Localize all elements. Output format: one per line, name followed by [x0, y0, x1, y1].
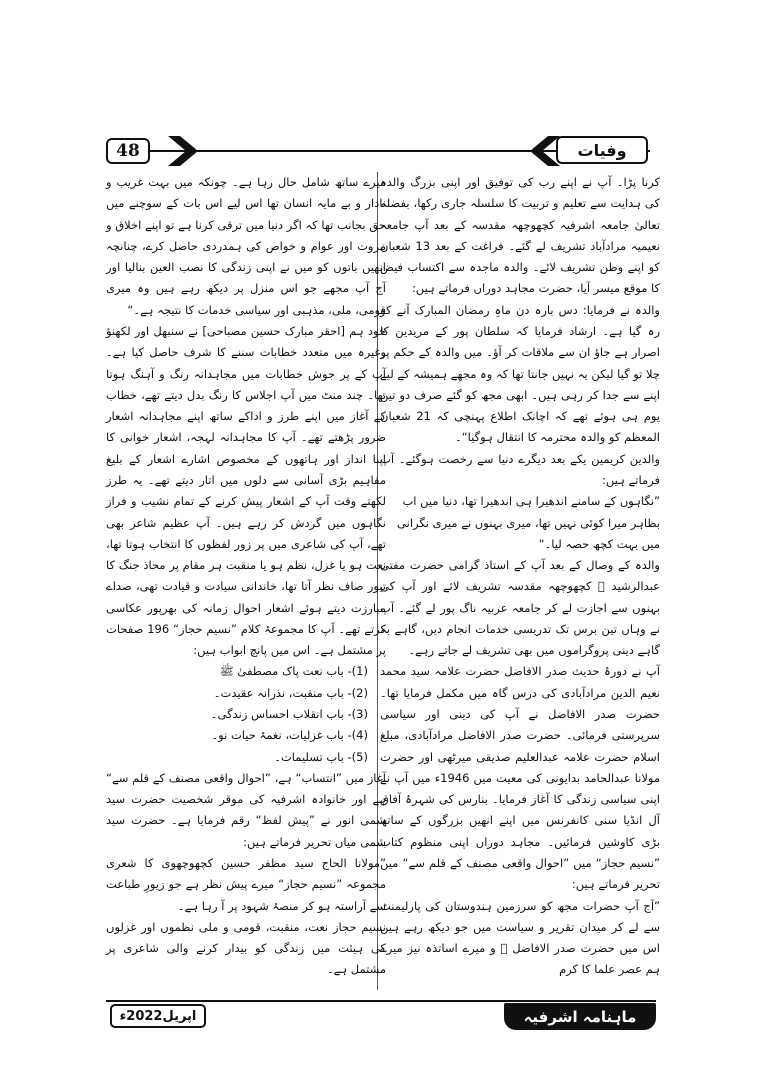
section-title: وفیات — [556, 136, 648, 164]
page-number: 48 — [106, 138, 150, 164]
paragraph: آپ نے دورۂ حدیث صدر الافاضل حضرت علامہ سید محمد نعیم الدین مرادآبادی کی درس گاہ میں مکمل فرمایا تھا۔ حضرت صدر الافاضل نے آپ کی دینی اور سیاسی سرپرستی فرمائی۔ حضرت صدر الافاضل مرادآبادی، مبلغ اسلام حضرت علامہ عبدالعلیم صدیقی میرٹھی اور حضرت مولانا عبدالحامد بدایونی کی معیت میں 1946ء میں آپ نے اپنی سیاسی زندگی کا آغاز فرمایا۔ بنارس کی شہرۂ آفاق آل انڈیا سنی کانفرنس میں اپنے انھیں بزرگوں کے ساتھ بڑی کاوشیں فرمائیں۔ مجاہد دوراں اپنی منظوم کتاب ”نسیم حجاز“ میں ”احوال واقعی مصنف کے قلم سے“ میں تحریر فرماتے ہیں: — [380, 664, 661, 892]
right-column — [380, 172, 660, 981]
paragraph: نسیم حجاز نعت، منقبت، قومی و ملی نظموں اور غزلوں کی ہیئت میں زندگی کو بیدار کرنے والی شاعری پر مشتمل ہے۔ — [106, 919, 386, 977]
chapter-list-item: (3)- باب انقلاب احساس زندگی۔ — [210, 707, 368, 722]
issue-date: اپریل2022ء — [110, 1004, 206, 1028]
chapter-list-item: (2)- باب منقبت، نذرانہ عقیدت۔ — [213, 685, 368, 700]
magazine-name: ماہنامہ اشرفیہ — [504, 1003, 656, 1030]
paragraph: والدہ کے وصال کے بعد آپ کے استاذ گرامی حضرت مفتی عبدالرشید ﷫ کچھوچھہ مقدسہ تشریف لائے اور آپ کی بہنوں سے اجازت لے کر جامعہ عربیہ ناگ پور لے گئے۔ آپ نے وہاں تین برس تک تدریسی خدمات انجام دیں، گاہے بہ گاہے دینی پروگراموں میں بھی تشریف لے جاتے رہے۔ — [380, 558, 660, 658]
quotation: ”نگاہوں کے سامنے اندھیرا ہی اندھیرا تھا، دنیا میں اب بظاہر میرا کوئی نہیں تھا، میری بہنوں نے میری نگرانی میں بہت کچھ حصہ لیا۔“ — [397, 494, 660, 551]
paragraph: والدین کریمین یکے بعد دیگرے دنیا سے رخصت ہوگئے۔ آپ فرماتے ہیں: — [380, 451, 660, 487]
paragraph: کرنا پڑا۔ آپ نے اپنے رب کی توفیق اور اپنی بزرگ والدہ کی ہدایت سے تعلیم و تربیت کا سلسلہ جاری رکھا، بفضلہ تعالیٰ جامعہ اشرفیہ کچھوچھہ مقدسہ کے بعد آپ جامعہ نعیمیہ مرادآباد تشریف لے گئے۔ فراغت کے بعد 13 شعبان کو اپنے وطن تشریف لائے۔ والدہ ماجدہ سے اکتساب فیض کا موقع میسر آیا، حضرت مجاہد دوراں فرماتے ہیں: — [380, 175, 660, 296]
chapter-list-item: (5)- باب تسلیمات۔ — [274, 749, 368, 764]
chapter-list-item: (4)- باب غزلیات، نغمۂ حیات نو۔ — [211, 728, 368, 743]
paragraph: خود ہم [احقر مبارک حسین مصباحی] نے سنبھل اور لکھنؤ وغیرہ میں متعدد خطابات سننے کا شرف حاصل کیا ہے۔ آپ کے پر جوش خطابات میں مجاہدانہ رنگ و آہنگ ہوتا تھا۔ چند منٹ میں آپ اجلاس کا رنگ بدل دیتے تھے، خطاب کے آغاز میں اپنے طرز و اداکے ساتھ اپنے مجاہدانہ اشعار ضرور پڑھتے تھے۔ آپ کا مجاہدانہ لہجہ، اشعار خوانی کا اپنا انداز اور ہاتھوں کے مخصوص اشارے اشعار کے بلیغ مفاہیم بڑی آسانی سے دلوں میں اتار دیتے تھے۔ یہ طرز لکھتے وقت آپ کے اشعار پیش کرنے کے تمام نشیب و فراز نگاہوں میں گردش کر رہے ہیں۔ آپ عظیم شاعر بھی تھے، آپ کی شاعری میں پر زور لفظوں کا انتخاب ہوتا تھا، نعت ہو یا غزل، نظم ہو یا منقبت ہر مقام پر محاذ جنگ کا تیور صاف نظر آتا تھا، خاندانی سیادت و قیادت تھی، صداے مبارزت دیتے ہوئے اشعار احوال زمانہ کی بھرپور عکاسی کرتے تھے۔ آپ کا مجموعۂ کلام ”نسیم حجاز“ 196 صفحات پر مشتمل ہے۔ اس میں پانچ ابواب ہیں: — [106, 323, 386, 658]
chapter-list-item: (1)- باب نعت پاک مصطفیٰ ﷺ — [219, 664, 368, 679]
paragraph: والدہ نے فرمایا: دس بارہ دن ماہِ رمضان المبارک آنے کو رہ گیا ہے۔ ارشاد فرمایا کہ سلطان پور کے مریدین کا اصرار ہے جاؤ ان سے ملاقات کر آؤ۔ میں والدہ کے حکم پر چلا تو گیا لیکن یہ نہیں جانتا تھا کہ وہ مجھے ہمیشہ کے لیے اپنے سے جدا کر رہی ہیں۔ ابھی مجھ کو گئے صرف دو تین یوم ہی ہوئے تھے کہ اچانک اطلاع پہنچی کہ 21 شعبان المعظم کو والدہ محترمہ کا انتقال ہوگیا“۔ — [380, 302, 660, 445]
footer-rule — [106, 1000, 656, 1002]
left-column — [106, 172, 386, 981]
quotation: ”مولانا الحاج سید مظفر حسین کچھوچھوی کا شعری مجموعہ ”نسیم حجاز“ میرے پیش نظر ہے جو زیورِ طباعت سے آراستہ ہو کر منصۂ شہود پر آ رہا ہے۔ — [106, 856, 386, 913]
paragraph: میرے ساتھ شامل حال رہا ہے۔ چونکہ میں بہت غریب و نادار و بے مایہ انسان تھا اس لیے اس بات کے سوچنے میں حق بجانب تھا کہ اگر دنیا میں ترقی کرنا ہے تو اپنے اخلاق و مروت اور عوام و خواص کی ہمدردی حاصل کرے، چنانچہ انھیں باتوں کو میں نے اپنی زندگی کا نصب العین بنالیا اور آج آپ مجھے جو اس منزل پر دیکھ رہے ہیں وہ میری قومی، ملی، مذہبی اور سیاسی خدمات کا نتیجہ ہے۔“ — [106, 175, 386, 317]
quotation: ”آج آپ حضرات مجھ کو سرزمین ہندوستان کی پارلیمنٹ سے لے کر میدان تقریر و سیاست میں جو دیکھ رہے ہیں اس میں حضرت صدر الافاضل ﷫ و میرے اساتذہ نیز میرے ہم عصر علما کا کرم — [380, 898, 660, 977]
paragraph: آغاز میں ”انتساب“ ہے، ”احوال واقعی مصنف کے قلم سے“ ہے اور خانوادہ اشرفیہ کی موقر شخصیت حضرت سید شمی انور نے ”پیش لفظ“ رقم فرمایا ہے۔ حضرت سید شمی میاں تحریر فرماتے ہیں: — [106, 770, 386, 849]
